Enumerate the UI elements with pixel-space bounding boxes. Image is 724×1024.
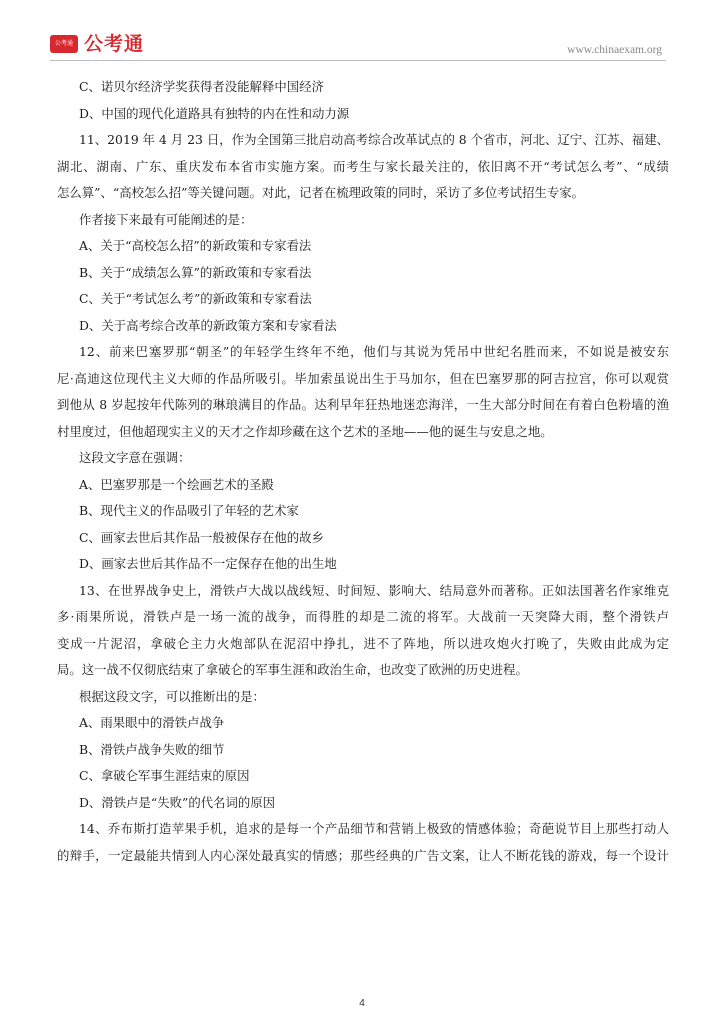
question-11-line: 怎么算”、“高校怎么招”等关键问题。对此，记者在梳理政策的同时，采访了多位考试招生专家。 [57,185,585,200]
question-13-line: 局。这一战不仅彻底结束了拿破仑的军事生涯和政治生命，也改变了欧洲的历史进程。 [57,662,528,677]
question-12-line: 尼·高迪这位现代主义大师的作品所吸引。毕加索虽说出生于马加尔，但在巴塞罗那的阿吉拉宫，你可以观赏 [57,370,669,386]
option-line: A、雨果眼中的滑铁卢战争 [79,715,225,730]
option-line: D、画家去世后其作品不一定保存在他的出生地 [79,556,337,571]
option-line: B、关于“成绩怎么算”的新政策和专家看法 [79,264,312,280]
question-prompt: 根据这段文字，可以推断出的是： [79,688,265,704]
option-line: D、关于高考综合改革的新政策方案和专家看法 [79,317,337,333]
option-line: B、滑铁卢战争失败的细节 [79,741,225,757]
option-line: A、巴塞罗那是一个绘画艺术的圣殿 [79,476,274,492]
option-line: C、画家去世后其作品一般被保存在他的故乡 [79,529,324,545]
question-13-line: 13、在世界战争史上，滑铁卢大战以战线短、时间短、影响大、结局意外而著称。正如法国著名作家维克 [79,582,669,598]
logo-text: 公考通 [84,33,145,55]
option-line: C、关于“考试怎么考”的新政策和专家看法 [79,291,312,306]
question-12-line: 12、前来巴塞罗那“朝圣”的年轻学生终年不绝，他们与其说为凭吊中世纪名胜而来，不如说是被安东 [79,344,669,359]
page-number: 4 [359,998,365,1009]
logo-badge-icon: 公考通 [50,35,78,53]
option-line: D、滑铁卢是“失败”的代名词的原因 [79,794,276,810]
question-11-line: 11、2019 年 4 月 23 日，作为全国第三批启动高考综合改革试点的 8 个省市，河北、辽宁、江苏、福建、 [79,132,669,147]
option-line: A、关于“高校怎么招”的新政策和专家看法 [79,238,312,253]
question-14-line: 14、乔布斯打造苹果手机，追求的是每一个产品细节和营销上极致的情感体验；奇葩说节目上那些打动人 [79,821,669,836]
question-prompt: 这段文字意在强调： [79,450,191,465]
question-12-line: 到他从 8 岁起按年代陈列的琳琅满目的作品。达利早年狂热地迷恋海洋，一生大部分时间在有着白色粉墙的渔 [57,397,669,412]
document-body [57,74,669,869]
page-header [0,0,724,64]
question-14-line: 的辩手，一定最能共情到人内心深处最真实的情感；那些经典的广告文案，让人不断花钱的游戏，每一个设计 [57,847,669,863]
header-divider [50,60,666,61]
site-url[interactable]: www.chinaexam.org [567,44,662,56]
option-line: D、中国的现代化道路具有独特的内在性和动力源 [79,105,350,121]
logo[interactable] [50,34,144,54]
option-line: C、拿破仑军事生涯结束的原因 [79,768,250,783]
option-line: B、现代主义的作品吸引了年轻的艺术家 [79,503,299,518]
question-11-line: 湖北、湖南、广东、重庆发布本省市实施方案。而考生与家长最关注的，依旧离不开“考试怎么考”、“成绩 [57,158,669,174]
option-line: C、诺贝尔经济学奖获得者没能解释中国经济 [79,79,324,94]
question-13-line: 多·雨果所说，滑铁卢是一场一流的战争，而得胜的却是二流的将军。大战前一天突降大雨，整个滑铁卢 [57,609,669,624]
question-13-line: 变成一片泥沼，拿破仑主力火炮部队在泥沼中挣扎，进不了阵地，所以进攻炮火打晚了，失败由此成为定 [57,635,669,651]
question-prompt: 作者接下来最有可能阐述的是： [79,211,253,227]
question-12-line: 村里度过，但他超现实主义的天才之作却珍藏在这个艺术的圣地——他的诞生与安息之地。 [57,423,553,439]
